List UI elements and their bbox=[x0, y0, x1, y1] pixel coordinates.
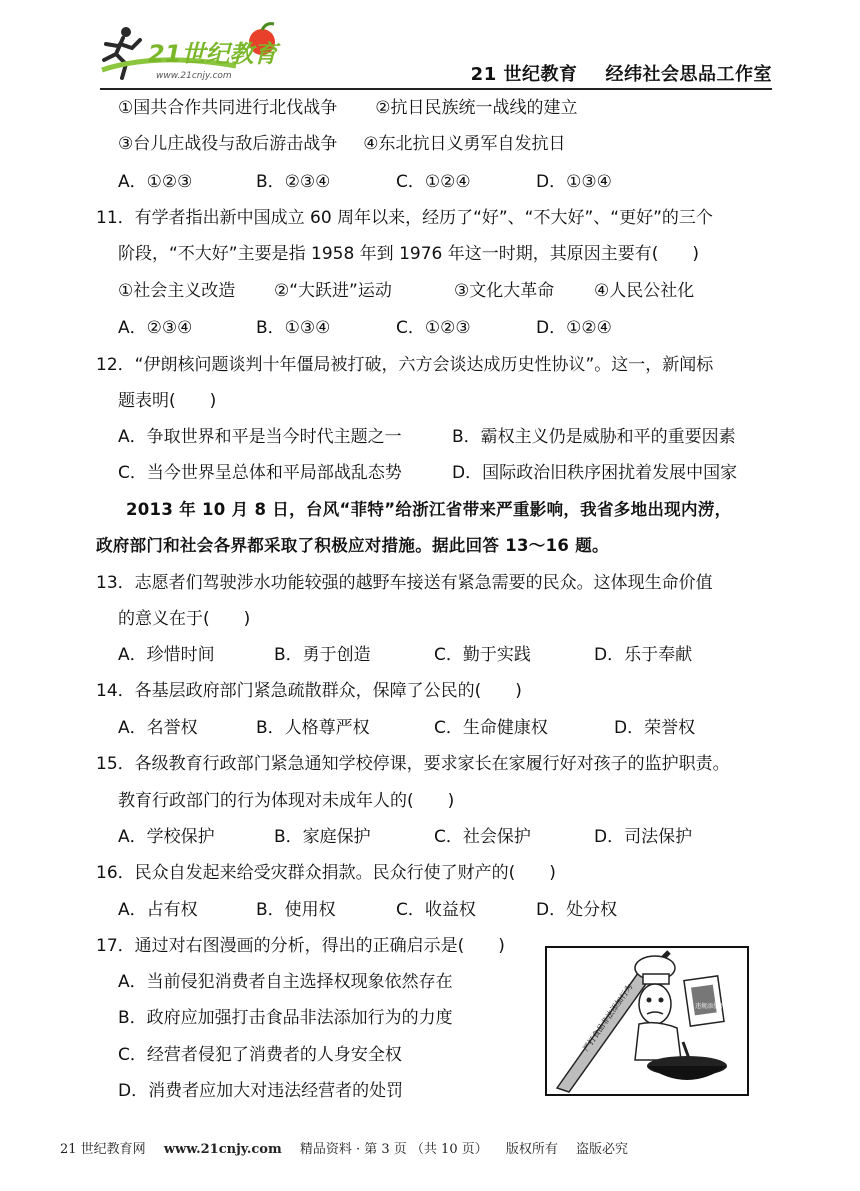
q13-stem-cont: 的意义在于( ) bbox=[118, 609, 251, 629]
option-b: B．人格尊严权 bbox=[256, 718, 370, 738]
option-a: A．②③④ bbox=[118, 318, 193, 338]
q12-stem-cont: 题表明( ) bbox=[118, 391, 217, 411]
footer-url[interactable]: www.21cnjy.com bbox=[163, 1142, 282, 1157]
q16-stem: 16．民众自发起来给受灾群众捐款。民众行使了财产的( ) bbox=[96, 863, 556, 883]
passage-line2: 政府部门和社会各界都采取了积极应对措施。据此回答 13～16 题。 bbox=[96, 536, 609, 555]
q11-stem-cont: 阶段，“不大好”主要是指 1958 年到 1976 年这一时期，其原因主要有( ) bbox=[118, 244, 700, 264]
chef-figure bbox=[635, 984, 681, 1060]
option-d: D．①②④ bbox=[536, 318, 612, 338]
page-header bbox=[0, 0, 860, 92]
option-b: B．政府应加强打击食品非法添加行为的力度 bbox=[118, 1008, 453, 1028]
footer-site: 21 世纪教育网 bbox=[60, 1142, 146, 1157]
option-c: C．生命健康权 bbox=[434, 718, 548, 738]
org-name: 21 世纪教育 bbox=[470, 64, 578, 85]
option-b: B．②③④ bbox=[256, 172, 331, 192]
option-d: D．消费者应加大对违法经营者的处罚 bbox=[118, 1081, 404, 1101]
logo-url: www.21cnjy.com bbox=[156, 71, 232, 81]
q15-stem-cont: 教育行政部门的行为体现对未成年人的( ) bbox=[118, 791, 455, 811]
q17-stem: 17．通过对右图漫画的分析，得出的正确启示是( ) bbox=[96, 936, 505, 956]
sword-text: 严打食品非法添加行为 bbox=[581, 982, 635, 1054]
cartoon-illustration bbox=[547, 948, 747, 1094]
option-a: A．当前侵犯消费者自主选择权现象依然存在 bbox=[118, 972, 453, 992]
footer-page-info: 精品资料 · 第 3 页 （共 10 页） bbox=[299, 1142, 488, 1157]
q10-items-row2: ③台儿庄战役与敌后游击战争 ④东北抗日义勇军自发抗日 bbox=[118, 134, 566, 154]
option-b: B．霸权主义仍是威胁和平的重要因素 bbox=[452, 427, 736, 447]
book-text: 违规添加剂 bbox=[695, 1003, 726, 1010]
option-c: C．①②④ bbox=[396, 172, 471, 192]
option-c: C．①②③ bbox=[396, 318, 471, 338]
book-icon bbox=[684, 976, 724, 1026]
option-b: B．①③④ bbox=[256, 318, 331, 338]
header-divider bbox=[100, 88, 772, 90]
option-d: D．荣誉权 bbox=[614, 718, 696, 738]
passage-line1: 2013 年 10 月 8 日，台风“菲特”给浙江省带来严重影响，我省多地出现内涝， bbox=[126, 500, 732, 519]
option-d: D．处分权 bbox=[536, 900, 618, 920]
q14-stem: 14．各基层政府部门紧急疏散群众，保障了公民的( ) bbox=[96, 681, 522, 701]
q11-stem: 11．有学者指出新中国成立 60 周年以来，经历了“好”、“不大好”、“更好”的三个 bbox=[96, 208, 713, 228]
q12-stem: 12．“伊朗核问题谈判十年僵局被打破，六方会谈达成历史性协议”。这一，新闻标 bbox=[96, 355, 714, 375]
option-c: C．经营者侵犯了消费者的人身安全权 bbox=[118, 1045, 402, 1065]
option-b: B．勇于创造 bbox=[274, 645, 371, 665]
option-d: D．司法保护 bbox=[594, 827, 693, 847]
q15-stem: 15．各级教育行政部门紧急通知学校停课，要求家长在家履行好对孩子的监护职责。 bbox=[96, 754, 730, 774]
option-a: A．名誉权 bbox=[118, 718, 198, 738]
option-b: B．使用权 bbox=[256, 900, 336, 920]
option-c: C．当今世界呈总体和平局部战乱态势 bbox=[118, 463, 402, 483]
option-a: A．争取世界和平是当今时代主题之一 bbox=[118, 427, 402, 447]
option-c: C．勤于实践 bbox=[434, 645, 531, 665]
logo-text: 21世纪教育 bbox=[148, 40, 278, 68]
option-d: D．①③④ bbox=[536, 172, 612, 192]
cartoon-image bbox=[545, 946, 749, 1096]
footer-piracy: 盗版必究 bbox=[576, 1142, 629, 1157]
studio-name: 经纬社会思品工作室 bbox=[605, 64, 772, 85]
option-a: A．学校保护 bbox=[118, 827, 215, 847]
option-a: A．珍惜时间 bbox=[118, 645, 215, 665]
option-b: B．家庭保护 bbox=[274, 827, 371, 847]
site-logo bbox=[96, 22, 296, 84]
page-footer bbox=[60, 1138, 628, 1157]
option-d: D．乐于奉献 bbox=[594, 645, 693, 665]
footer-rights: 版权所有 bbox=[505, 1142, 558, 1157]
q13-stem: 13．志愿者们驾驶涉水功能较强的越野车接送有紧急需要的民众。这体现生命价值 bbox=[96, 573, 713, 593]
option-a: A．占有权 bbox=[118, 900, 198, 920]
option-c: C．社会保护 bbox=[434, 827, 531, 847]
option-d: D．国际政治旧秩序困扰着发展中国家 bbox=[452, 463, 738, 483]
q10-items-row1: ①国共合作共同进行北伐战争 ②抗日民族统一战线的建立 bbox=[118, 98, 578, 118]
header-title bbox=[471, 60, 772, 86]
runner-icon bbox=[104, 27, 140, 78]
option-c: C．收益权 bbox=[396, 900, 476, 920]
option-a: A．①②③ bbox=[118, 172, 193, 192]
